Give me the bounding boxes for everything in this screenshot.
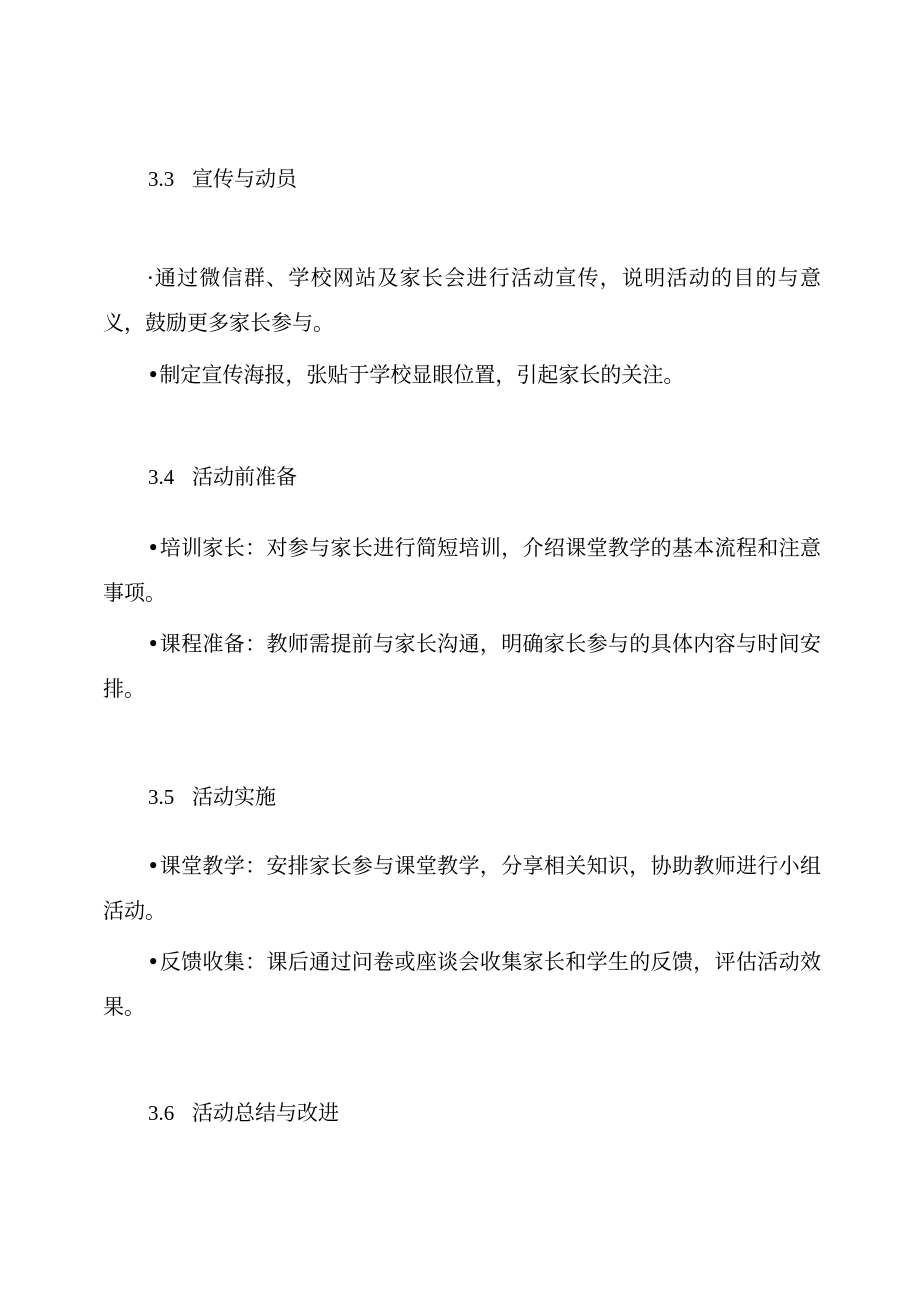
bullet-paragraph: •制定宣传海报，张贴于学校显眼位置，引起家长的关注。 [147,363,685,387]
section-title: 活动总结与改进 [192,1101,339,1125]
section-title: 活动实施 [192,785,276,809]
bullet-paragraph: •课程准备：教师需提前与家长沟通，明确家长参与的具体内容与时间安排。 [103,632,821,701]
section-number: 3.6 [148,1101,175,1125]
section-title: 宣传与动员 [192,167,297,191]
section-heading-3-5 [148,782,276,812]
bullet-paragraph: •培训家长：对参与家长进行简短培训，介绍课堂教学的基本流程和注意事项。 [103,536,821,605]
section-number: 3.5 [148,785,175,809]
section-number: 3.3 [148,167,175,191]
section-heading-3-3 [148,164,297,194]
bullet-paragraph: ·通过微信群、学校网站及家长会进行活动宣传，说明活动的目的与意义，鼓励更多家长参与。 [103,266,821,335]
bullet-paragraph: •反馈收集：课后通过问卷或座谈会收集家长和学生的反馈，评估活动效果。 [103,950,821,1019]
section-title: 活动前准备 [192,465,297,489]
section-number: 3.4 [148,465,175,489]
bullet-paragraph: •课堂教学：安排家长参与课堂教学，分享相关知识，协助教师进行小组活动。 [103,854,821,923]
section-heading-3-4 [148,462,297,492]
section-heading-3-6 [148,1098,339,1128]
